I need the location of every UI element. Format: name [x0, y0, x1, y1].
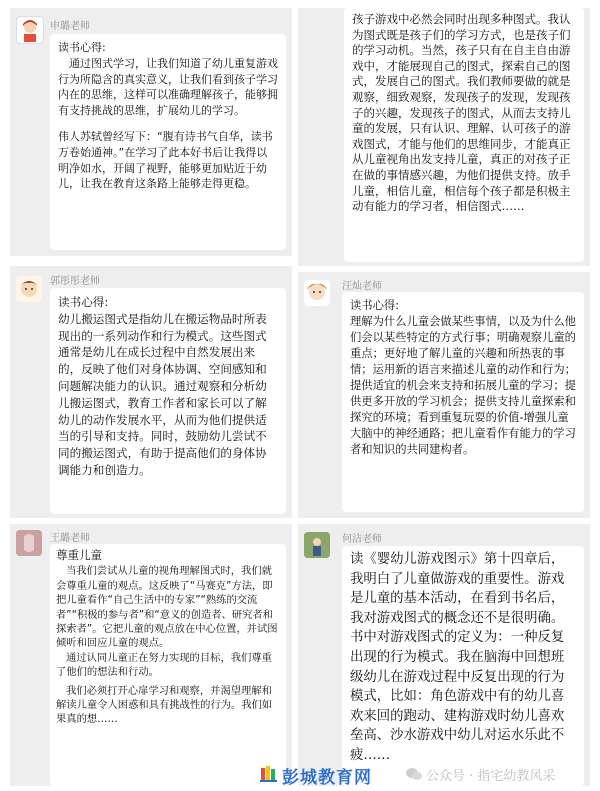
wechat-icon [406, 766, 422, 780]
avatar[interactable] [304, 280, 330, 306]
message-bubble [344, 8, 584, 262]
message-bubble [342, 292, 584, 512]
avatar[interactable] [16, 530, 42, 556]
message-title: 读书心得: [350, 299, 399, 312]
teacher-name: 王璐老师 [50, 533, 90, 544]
message-paragraph: 我们必须打开心扉学习和观察，并渴望理解和解读儿童令人困惑和具有挑战性的行为。我们如果真的想…… [56, 684, 273, 726]
chat-card-2 [298, 8, 590, 266]
avatar[interactable] [16, 276, 42, 302]
message-bubble [50, 288, 286, 514]
message-title: 读书心得: [58, 295, 109, 309]
message-title: 读书心得: [58, 41, 106, 54]
message-paragraph: 通过认同儿童正在努力实现的目标，我们尊重了他们的想法和行动。 [56, 651, 272, 679]
message-title: 尊重儿童 [56, 548, 102, 562]
message-paragraph: 读《婴幼儿游戏图示》第十四章后，我明白了儿童做游戏的重要性。游戏是儿童的基本活动，在看到书名后，我对游戏图式的概念还不是很明确。书中对游戏图式的定义为：一种反复出现的行为模式。我在脑海中回想班级幼儿在游戏过程中反复出现的行为模式，比如：角色游戏中有的幼儿喜欢来回的跑动、建构游戏时幼儿喜欢垒高、沙水游戏中幼儿对运水乐此不疲…… [350, 552, 565, 763]
message-paragraph: 孩子游戏中必然会同时出现多种图式。我认为图式既是孩子们的学习方式，也是孩子们的学习动机。当然，孩子只有在自主自由游戏中，才能展现自己的图式，探索自己的图式，发展自己的图式。我们教师要做的就是观察，细致观察，发现孩子的发现，发现孩子的兴趣，发现孩子的图式，从而去支持儿童的发展，只有认识、理解、认可孩子的游戏图式，才能与他们的思维同步，才能真正从儿童视角出发支持儿童，真正的对孩子正在做的事情感兴趣，为他们提供支持。放手儿童，相信儿童，相信每个孩子都是积极主动有能力的学习者，相信图式…… [352, 12, 571, 214]
message-paragraph: 通过图式学习，让我们知道了幼儿重复游戏行为所隐含的真实意义，让我们看到孩子学习内在的思维，这样可以准确理解孩子，能够拥有支持挑战的思维，扩展幼儿的学习。 [58, 56, 278, 118]
message-paragraph: 幼儿搬运图式是指幼儿在搬运物品时所表现出的一系列动作和行为模式。这些图式通常是幼儿在成长过程中自然发展出来的，反映了他们对身体协调、空间感知和问题解决能力的认识。通过观察和分析幼儿搬运图式，教育工作者和家长可以了解幼儿的动作发展水平，从而为他们提供适当的引导和支持。同时，鼓励幼儿尝试不同的搬运图式，有助于提高他们的身体协调能力和创造力。 [58, 311, 267, 477]
watermark-text: 公众号 · 指宅幼教风采 [426, 769, 556, 784]
chat-card-5 [10, 524, 292, 786]
teacher-name: 汪灿老师 [342, 281, 382, 292]
chat-card-4 [298, 272, 590, 518]
teacher-name: 申璐老师 [50, 21, 90, 32]
avatar[interactable] [304, 532, 330, 558]
watermark [210, 762, 590, 786]
message-bubble [342, 546, 584, 786]
logo-icon [260, 765, 278, 783]
chat-card-6 [298, 524, 590, 786]
logo-text: 彭城教育网 [282, 768, 372, 788]
message-paragraph: 伟人苏轼曾经写下：“腹有诗书气自华，读书万卷始通神。”在学习了此本好书后让我得以明净如水，开阔了视野，能够更加贴近于幼儿，让我在教育这条路上能够走得更稳。 [58, 129, 273, 191]
message-paragraph: 当我们尝试从儿童的视角理解图式时，我们就会尊重儿童的观点。这反映了“马赛克”方法，即把儿童看作“自己生活中的专家”“熟练的交流者”“积极的参与者”和“意义的创造者、研究者和探索者”。它把儿童的观点放在中心位置，并试图倾听和回应儿童的观点。 [56, 565, 278, 650]
message-paragraph: 理解为什么儿童会做某些事情，以及为什么他们会以某些特定的方式行事；明确观察儿童的重点；更好地了解儿童的兴趣和所热衷的事情；运用新的语言来描述儿童的动作和行为；提供适宜的机会来支持和拓展儿童的学习；提供更多开放的学习机会；提供支持儿童探索和探究的环境；看到重复玩耍的价值-增强儿童大脑中的神经通路；把儿童看作有能力的学习者和知识的共同建构者。 [350, 315, 576, 456]
avatar[interactable] [16, 16, 44, 44]
teacher-name: 郭彤彤老师 [50, 276, 100, 287]
message-bubble [50, 544, 286, 786]
chat-card-1 [10, 8, 292, 256]
message-bubble [50, 34, 286, 250]
chat-card-3 [10, 266, 292, 518]
teacher-name: 何洁老师 [342, 534, 382, 545]
